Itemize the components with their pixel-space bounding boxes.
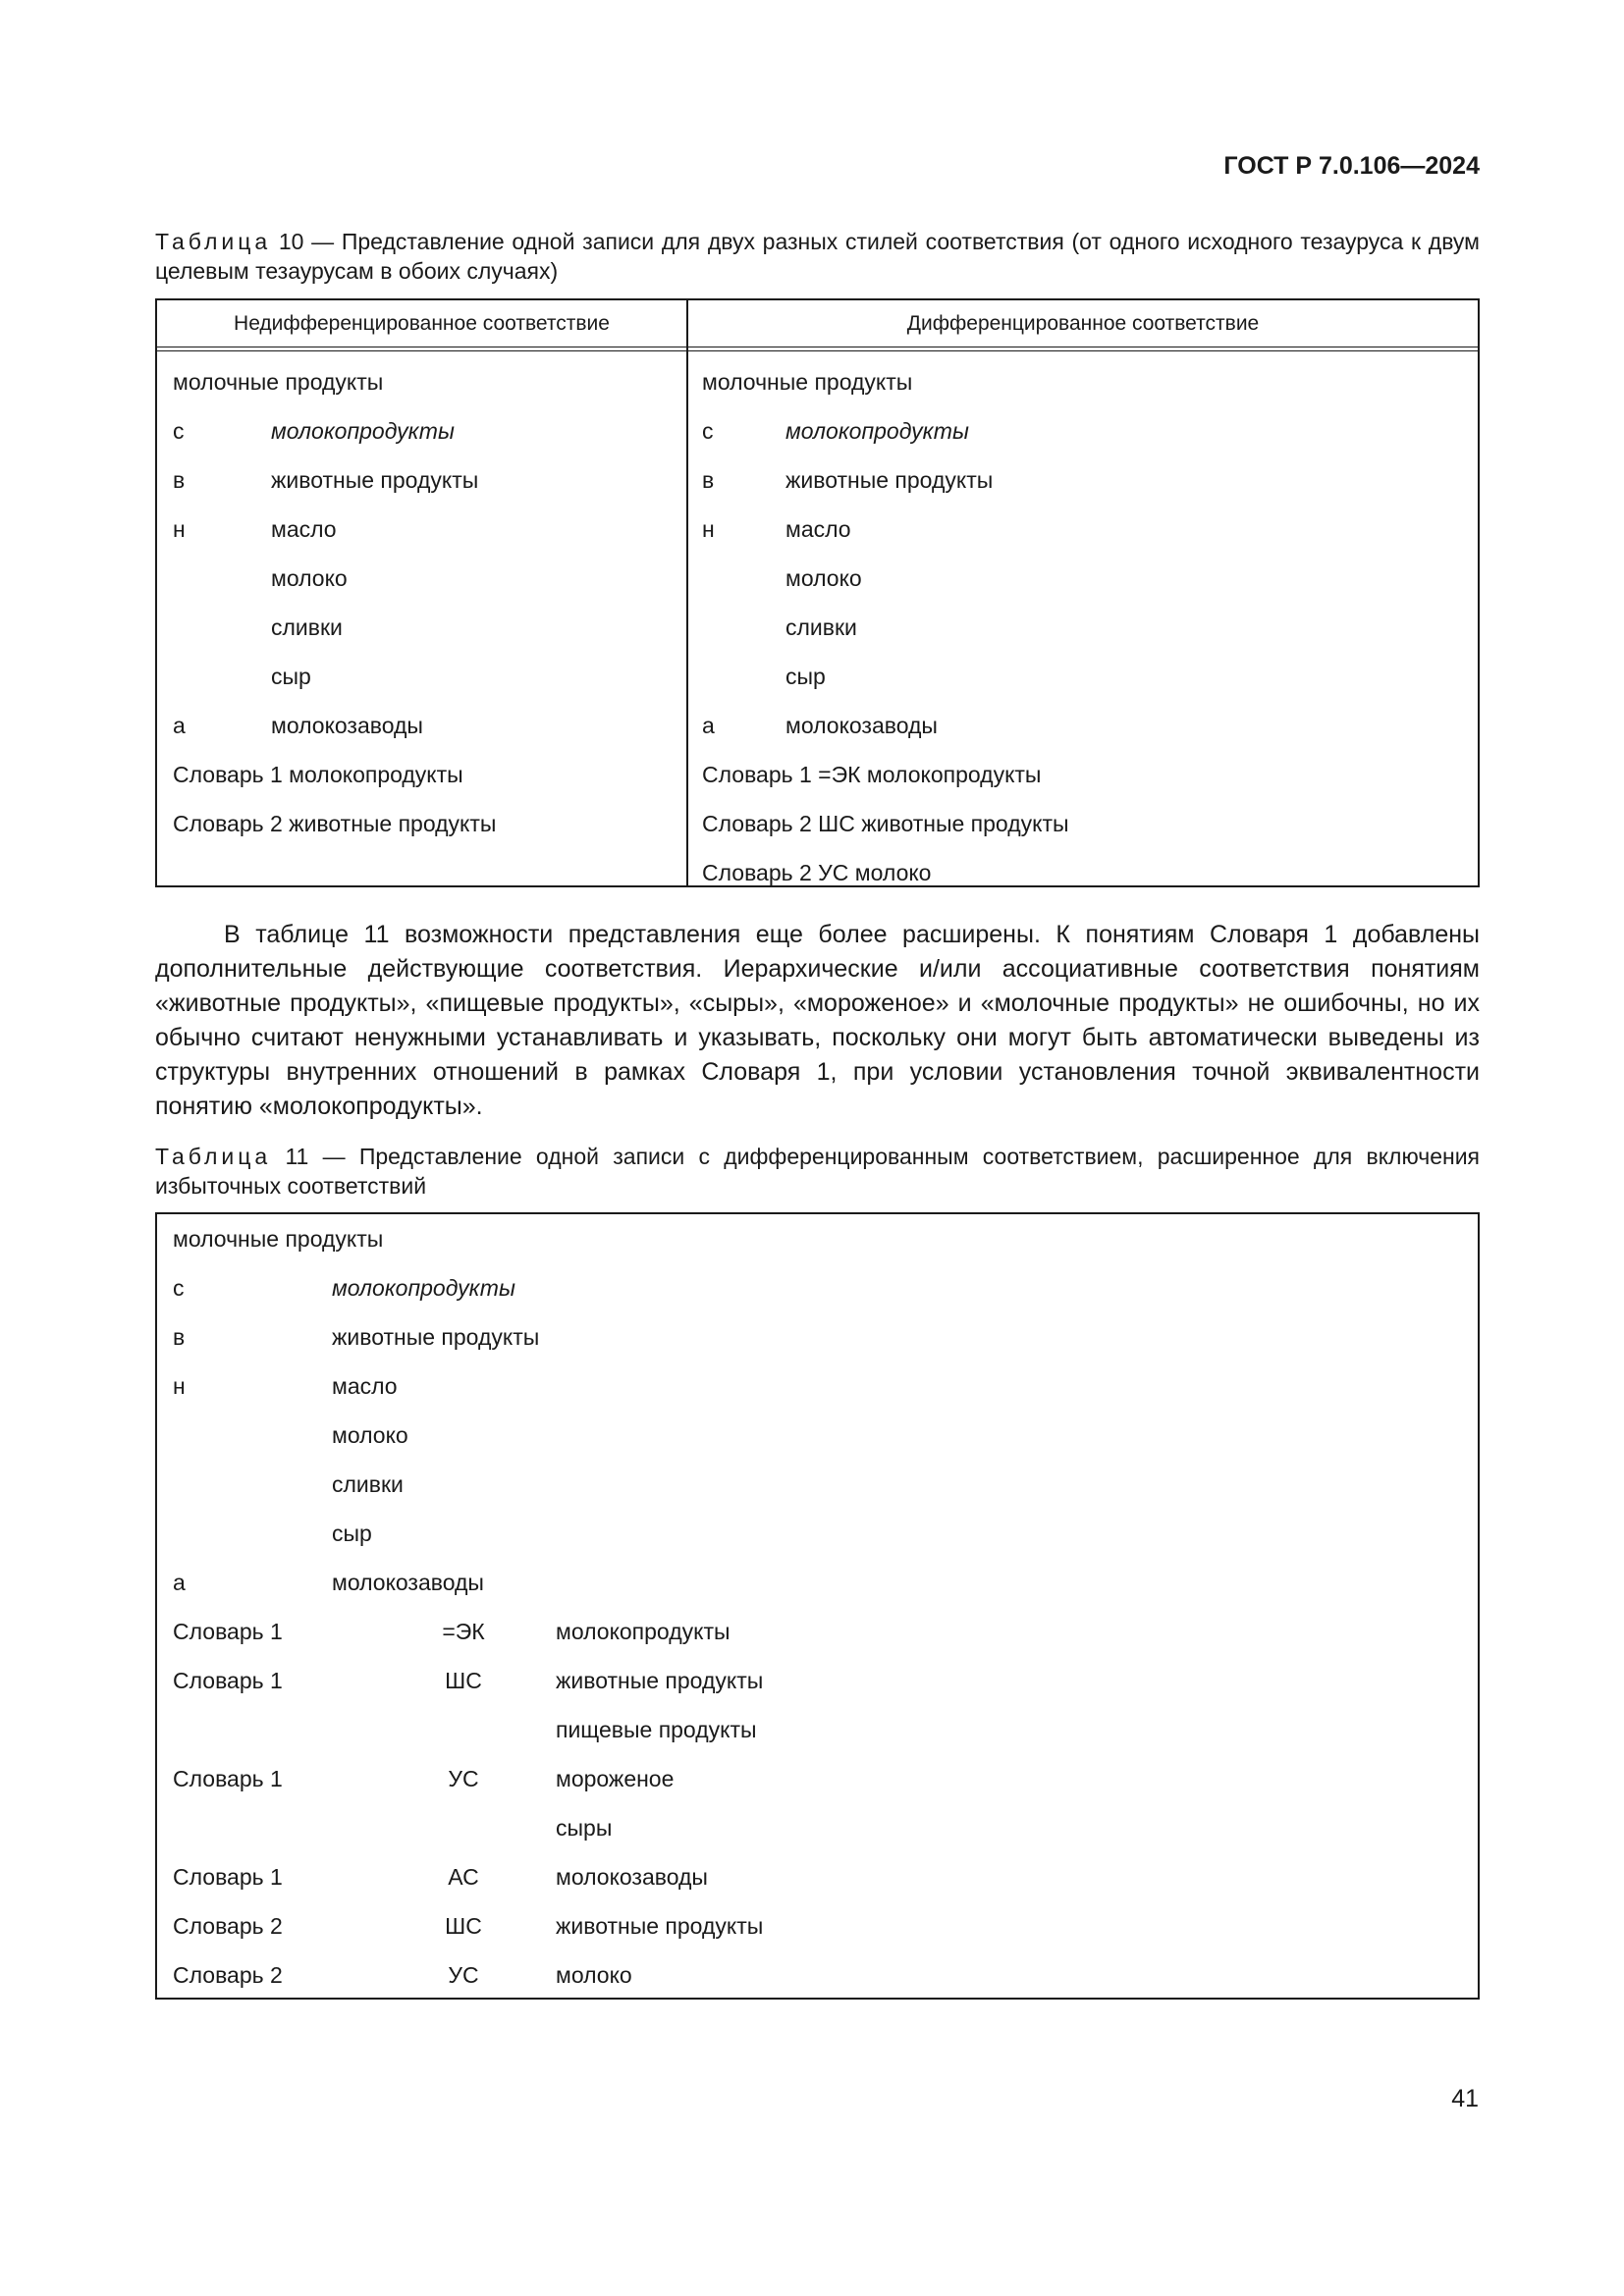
table-10-header-differentiated: Дифференцированное соответствие [906, 312, 1260, 335]
term: сливки [785, 614, 857, 640]
row-text: молочные продукты [173, 1226, 384, 1252]
standard-number: ГОСТ Р 7.0.106—2024 [1223, 152, 1480, 180]
table-10 [155, 298, 1480, 887]
table-11 [155, 1212, 1480, 2000]
relation-code: а [173, 1570, 186, 1595]
vocabulary-name: Словарь 2 [173, 1962, 283, 1988]
term: сливки [271, 614, 343, 640]
mapping-target: животные продукты [556, 1668, 764, 1693]
row-text: молочные продукты [173, 369, 384, 395]
term: молокопродукты [271, 418, 455, 444]
row-text: Словарь 2 животные продукты [173, 811, 497, 836]
mapping-target: животные продукты [556, 1913, 764, 1939]
relation-code: в [173, 467, 186, 493]
table-10-column-divider [686, 300, 688, 885]
mapping-target: пищевые продукты [556, 1717, 757, 1742]
row-text: Словарь 2 ШС животные продукты [702, 811, 1069, 836]
mapping-relation: =ЭК [442, 1619, 485, 1644]
vocabulary-name: Словарь 2 [173, 1913, 283, 1939]
term: животные продукты [271, 467, 479, 493]
term: молокопродукты [332, 1275, 515, 1301]
term: молокозаводы [785, 713, 938, 738]
table-11-caption-text: 11 — Представление одной записи с дифференцированным соответствием, расширенное для включения избыточных соответствий [155, 1144, 1480, 1199]
relation-code: с [173, 418, 185, 444]
table-10-caption-label: Таблица [155, 229, 272, 254]
mapping-target: сыры [556, 1815, 613, 1841]
row-text: Словарь 1 =ЭК молокопродукты [702, 762, 1042, 787]
table-10-header-rule-double [157, 350, 1478, 351]
row-text: Словарь 1 молокопродукты [173, 762, 463, 787]
relation-code: с [173, 1275, 185, 1301]
vocabulary-name: Словарь 1 [173, 1668, 283, 1693]
mapping-target: мороженое [556, 1766, 675, 1791]
mapping-target: молокопродукты [556, 1619, 731, 1644]
mapping-relation: УС [448, 1962, 479, 1988]
term: молоко [785, 565, 862, 591]
relation-code: а [702, 713, 715, 738]
relation-code: н [173, 516, 186, 542]
body-paragraph: В таблице 11 возможности представления еще более расширены. К понятиям Словаря 1 добавлены дополнительные действующие соответствия. Иерархические и/или ассоциативные соответствия понятиям «животные продукты», «пищевые продукты», «сыры», «мороженое» и «молочные продукты» не ошибочны, но их обычно считают ненужными устанавливать и указывать, поскольку они могут быть автоматически выведены из структуры внутренних отношений в рамках Словаря 1, при условии установления точной эквивалентности понятию «молокопродукты». [155, 921, 1480, 1120]
table-11-caption-label: Таблица [155, 1144, 272, 1169]
term: молоко [332, 1422, 408, 1448]
mapping-relation: ШС [445, 1668, 482, 1693]
term: молокозаводы [332, 1570, 484, 1595]
table-10-caption [155, 227, 1480, 286]
term: масло [332, 1373, 398, 1399]
relation-code: в [702, 467, 715, 493]
relation-code: н [173, 1373, 186, 1399]
term: сыр [271, 664, 311, 689]
mapping-relation: ШС [445, 1913, 482, 1939]
page-number: 41 [1451, 2085, 1479, 2112]
row-text: молочные продукты [702, 369, 913, 395]
term: сливки [332, 1471, 404, 1497]
relation-code: а [173, 713, 186, 738]
relation-code: н [702, 516, 715, 542]
term: молоко [271, 565, 348, 591]
term: животные продукты [785, 467, 994, 493]
table-10-header-undifferentiated: Недифференцированное соответствие [234, 312, 610, 335]
term: животные продукты [332, 1324, 540, 1350]
relation-code: в [173, 1324, 186, 1350]
mapping-target: молоко [556, 1962, 632, 1988]
mapping-relation: УС [448, 1766, 479, 1791]
table-10-caption-text: 10 — Представление одной записи для двух разных стилей соответствия (от одного исходного тезауруса к двум целевым тезаурусам в обоих случаях) [155, 229, 1480, 284]
term: сыр [332, 1521, 372, 1546]
mapping-target: молокозаводы [556, 1864, 708, 1890]
term: сыр [785, 664, 826, 689]
term: молокозаводы [271, 713, 423, 738]
mapping-relation: АС [448, 1864, 479, 1890]
table-11-caption [155, 1142, 1480, 1201]
vocabulary-name: Словарь 1 [173, 1766, 283, 1791]
vocabulary-name: Словарь 1 [173, 1864, 283, 1890]
term: молокопродукты [785, 418, 969, 444]
term: масло [271, 516, 337, 542]
term: масло [785, 516, 851, 542]
vocabulary-name: Словарь 1 [173, 1619, 283, 1644]
relation-code: с [702, 418, 714, 444]
row-text: Словарь 2 УС молоко [702, 860, 932, 885]
